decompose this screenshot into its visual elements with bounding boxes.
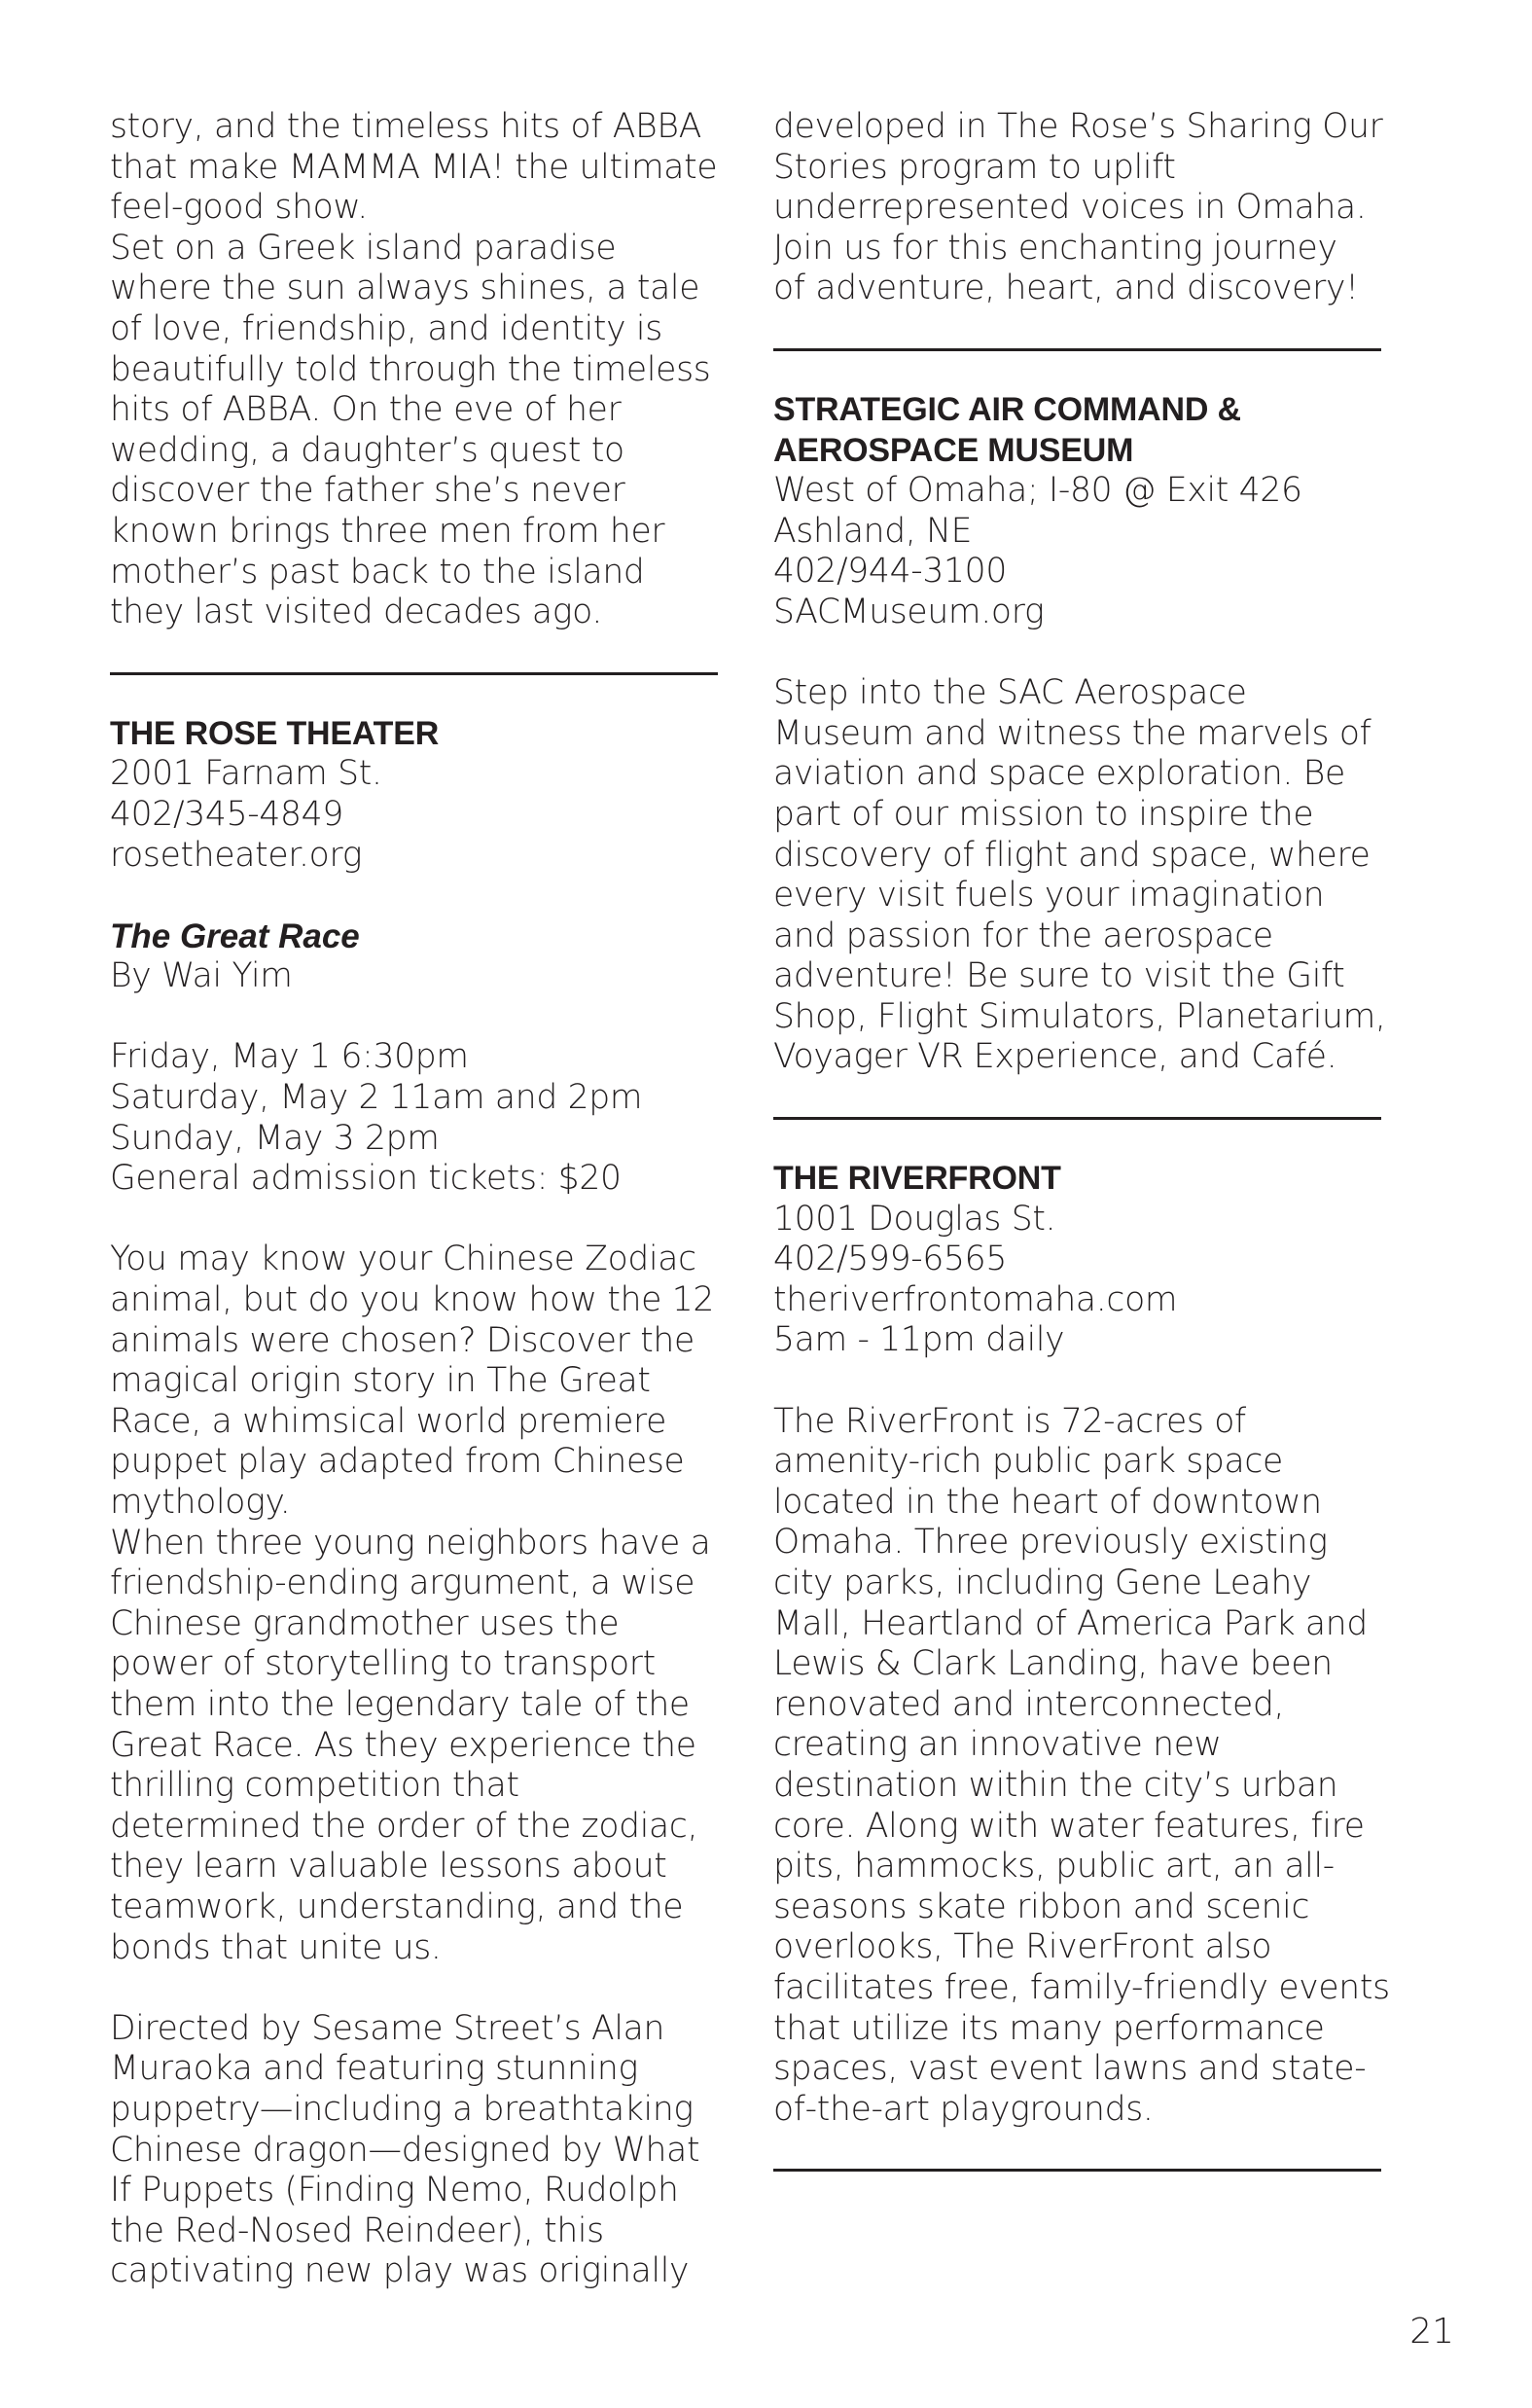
riverfront-heading: THE RIVERFRONT <box>773 1160 1061 1198</box>
left-column <box>110 107 728 2292</box>
sac-museum-address: West of Omaha; I-80 @ Exit 426 Ashland, NE 402/944-3100 SACMuseum.org <box>773 471 1302 631</box>
show-schedule: Friday, May 1 6:30pm Saturday, May 2 11am and 2pm Sunday, May 3 2pm General admission tickets: $20 <box>110 1037 643 1199</box>
section-divider <box>773 2169 1381 2172</box>
show-description-paragraph-3: Directed by Sesame Street’s Alan Muraoka and featuring stunning puppetry—including a breathtaking Chinese dragon—designed by What If Puppets (Finding Nemo, Rudolph the Red-Nosed Reindeer), this captivating new play was originally <box>110 2008 700 2291</box>
rose-theater-heading: THE ROSE THEATER <box>110 714 440 752</box>
rose-continued-paragraph: developed in The Rose’s Sharing Our Stories program to uplift underrepresented voices in Omaha. Join us for this enchanting journey of adventure, heart, and discovery! <box>773 107 1383 308</box>
show-title: The Great Race <box>110 916 360 955</box>
sac-museum-heading: STRATEGIC AIR COMMAND & AEROSPACE MUSEUM <box>773 390 1241 469</box>
rose-theater-address: 2001 Farnam St. 402/345-4849 rosetheater.org <box>110 754 382 875</box>
sac-museum-description: Step into the SAC Aerospace Museum and witness the marvels of aviation and space exploration. Be part of our mission to inspire the discovery of flight and space, where every visit fuels your imagination and passion for the aerospace adventure! Be sure to visit the Gift Shop, Flight Simulators, Planetarium, Voyager VR Experience, and Café. <box>773 673 1386 1077</box>
show-byline: By Wai Yim <box>110 956 293 996</box>
right-column <box>773 107 1391 2172</box>
show-description-paragraph-2: When three young neighbors have a friendship-ending argument, a wise Chinese grandmother uses the power of storytelling to transport them into the legendary tale of the Great Race. As they experience the thrilling competition that determined the order of the zodiac, they learn valuable lessons about teamwork, understanding, and the bonds that unite us. <box>110 1523 711 1967</box>
riverfront-address: 1001 Douglas St. 402/599-6565 theriverfrontomaha.com 5am - 11pm daily <box>773 1199 1178 1360</box>
show-description-paragraph-1: You may know your Chinese Zodiac animal, but do you know how the 12 animals were chosen? Discover the magical origin story in The Great Race, a whimsical world premiere puppet play adapted from Chinese mythology. <box>110 1240 715 1522</box>
page-number: 21 <box>1409 2312 1454 2352</box>
mamma-mia-intro-paragraph: story, and the timeless hits of ABBA that make MAMMA MIA! the ultimate feel-good show. <box>110 107 718 228</box>
riverfront-description: The RiverFront is 72-acres of amenity-rich public park space located in the heart of downtown Omaha. Three previously existing city parks, including Gene Leahy Mall, Heartland of America Park and Lewis & Clark Landing, have been renovated and interconnected, creating an innovative new destination within the city’s urban core. Along with water features, fire pits, hammocks, public art, an all- seasons skate ribbon and scenic overlooks, The RiverFront also facilitates free, family-friendly events that utilize its many performance spaces, vast event lawns and state- of-the-art playgrounds. <box>773 1401 1390 2129</box>
mamma-mia-description-paragraph: Set on a Greek island paradise where the sun always shines, a tale of love, friendship, and identity is beautifully told through the timeless hits of ABBA. On the eve of her wedding, a daughter’s quest to discover the father she’s never known brings three men from her mother’s past back to the island they last visited decades ago. <box>110 228 711 632</box>
